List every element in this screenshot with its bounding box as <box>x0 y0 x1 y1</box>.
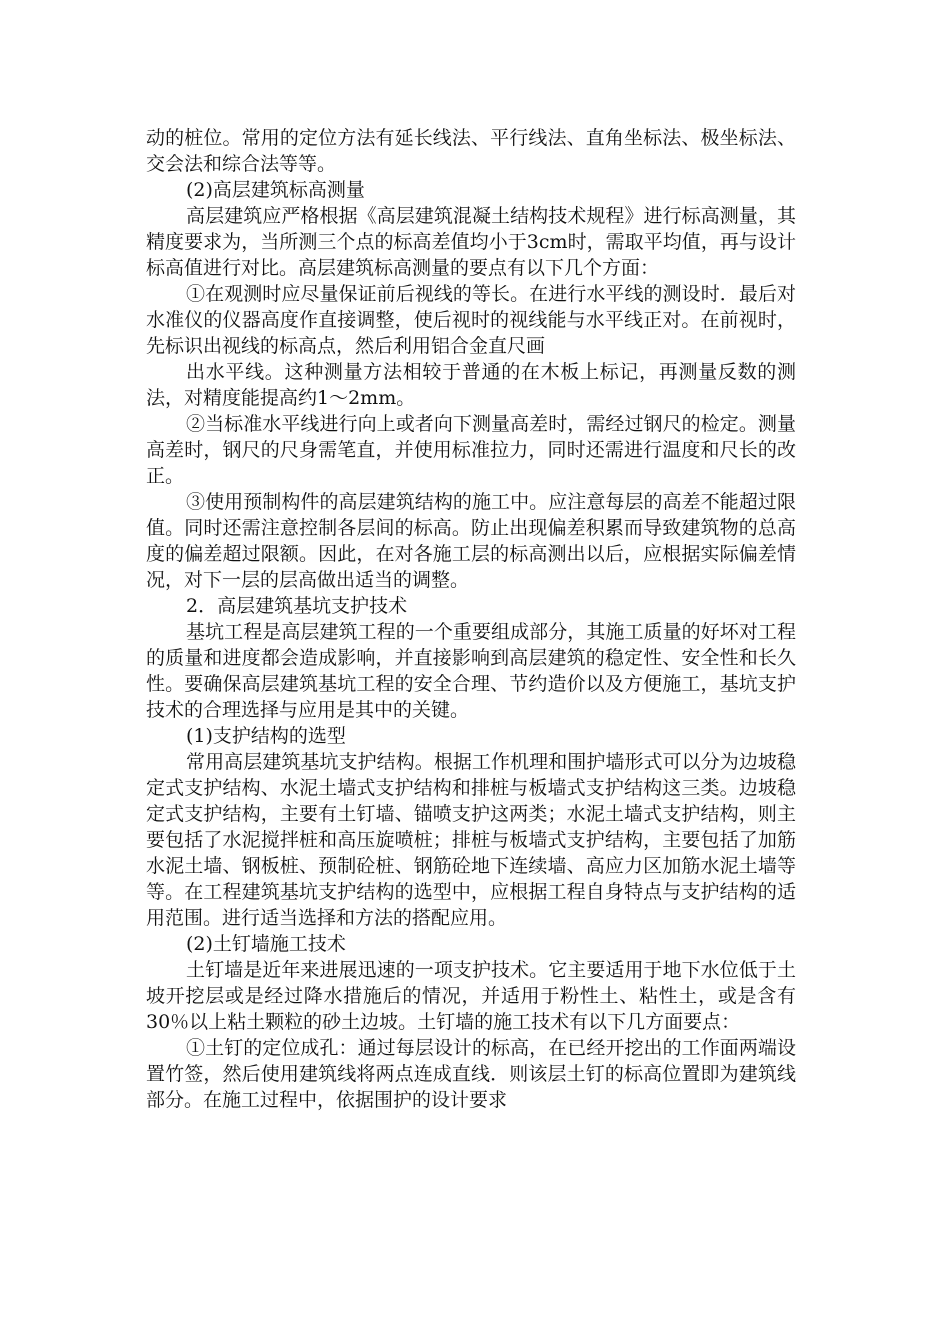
paragraph-soil-nail-intro: 土钉墙是近年来进展迅速的一项支护技术。它主要适用于地下水位低于土坡开挖层或是经过降水措施后的情况，并适用于粉性土、粘性土，或是含有30％以上粘土颗粒的砂土边坡。土钉墙的施工技术有以下几方面要点： <box>146 959 796 1033</box>
heading-foundation-pit: 2．高层建筑基坑支护技术 <box>186 595 408 617</box>
heading-soil-nail-wall: (2)土钉墙施工技术 <box>186 933 346 955</box>
list-item-2: ②当标准水平线进行向上或者向下测量高差时，需经过钢尺的检定。测量高差时，钢尺的尺身需笔直，并使用标准拉力，同时还需进行温度和尺长的改正。 <box>146 413 796 487</box>
paragraph-1: 动的桩位。常用的定位方法有延长线法、平行线法、直角坐标法、极坐标法、交会法和综合法等等。 <box>146 127 796 175</box>
heading-support-selection: (1)支护结构的选型 <box>186 725 346 747</box>
paragraph-3: 高层建筑应严格根据《高层建筑混凝土结构技术规程》进行标高测量，其精度要求为，当所测三个点的标高差值均小于3cm时，需取平均值，再与设计标高值进行对比。高层建筑标高测量的要点有以下几个方面： <box>146 205 796 279</box>
list-item-1: ①在观测时应尽量保证前后视线的等长。在进行水平线的测设时．最后对水准仪的仪器高度作直接调整，使后视时的视线能与水平线正对。在前视时，先标识出视线的标高点，然后利用铝合金直尺画 <box>146 283 796 357</box>
list-item-soil-nail-1: ①土钉的定位成孔：通过每层设计的标高，在已经开挖出的工作面两端设置竹签，然后使用建筑线将两点连成直线．则该层土钉的标高位置即为建筑线部分。在施工过程中，依据围护的设计要求 <box>146 1037 796 1111</box>
paragraph-continuation: 出水平线。这种测量方法相较于普通的在木板上标记，再测量反数的测法，对精度能提高约1～2mm。 <box>146 361 796 409</box>
paragraph-support-types: 常用高层建筑基坑支护结构。根据工作机理和围护墙形式可以分为边坡稳定式支护结构、水泥土墙式支护结构和排桩与板墙式支护结构这三类。边坡稳定式支护结构，主要有土钉墙、锚喷支护这两类；水泥土墙式支护结构，则主要包括了水泥搅拌桩和高压旋喷桩；排桩与板墙式支护结构，主要包括了加筋水泥土墙、钢板桩、预制砼桩、钢筋砼地下连续墙、高应力区加筋水泥土墙等等。在工程建筑基坑支护结构的选型中，应根据工程自身特点与支护结构的适用范围。进行适当选择和方法的搭配应用。 <box>146 751 796 929</box>
heading-elevation-survey: (2)高层建筑标高测量 <box>186 179 365 201</box>
list-item-3: ③使用预制构件的高层建筑结构的施工中。应注意每层的高差不能超过限值。同时还需注意控制各层间的标高。防止出现偏差积累而导致建筑物的总高度的偏差超过限额。因此，在对各施工层的标高测出以后，应根据实际偏差情况，对下一层的层高做出适当的调整。 <box>146 491 796 591</box>
paragraph-foundation-intro: 基坑工程是高层建筑工程的一个重要组成部分，其施工质量的好坏对工程的质量和进度都会造成影响，并直接影响到高层建筑的稳定性、安全性和长久性。要确保高层建筑基坑工程的安全合理、节约造价以及方便施工，基坑支护技术的合理选择与应用是其中的关键。 <box>146 621 796 721</box>
document-page <box>146 125 796 1113</box>
